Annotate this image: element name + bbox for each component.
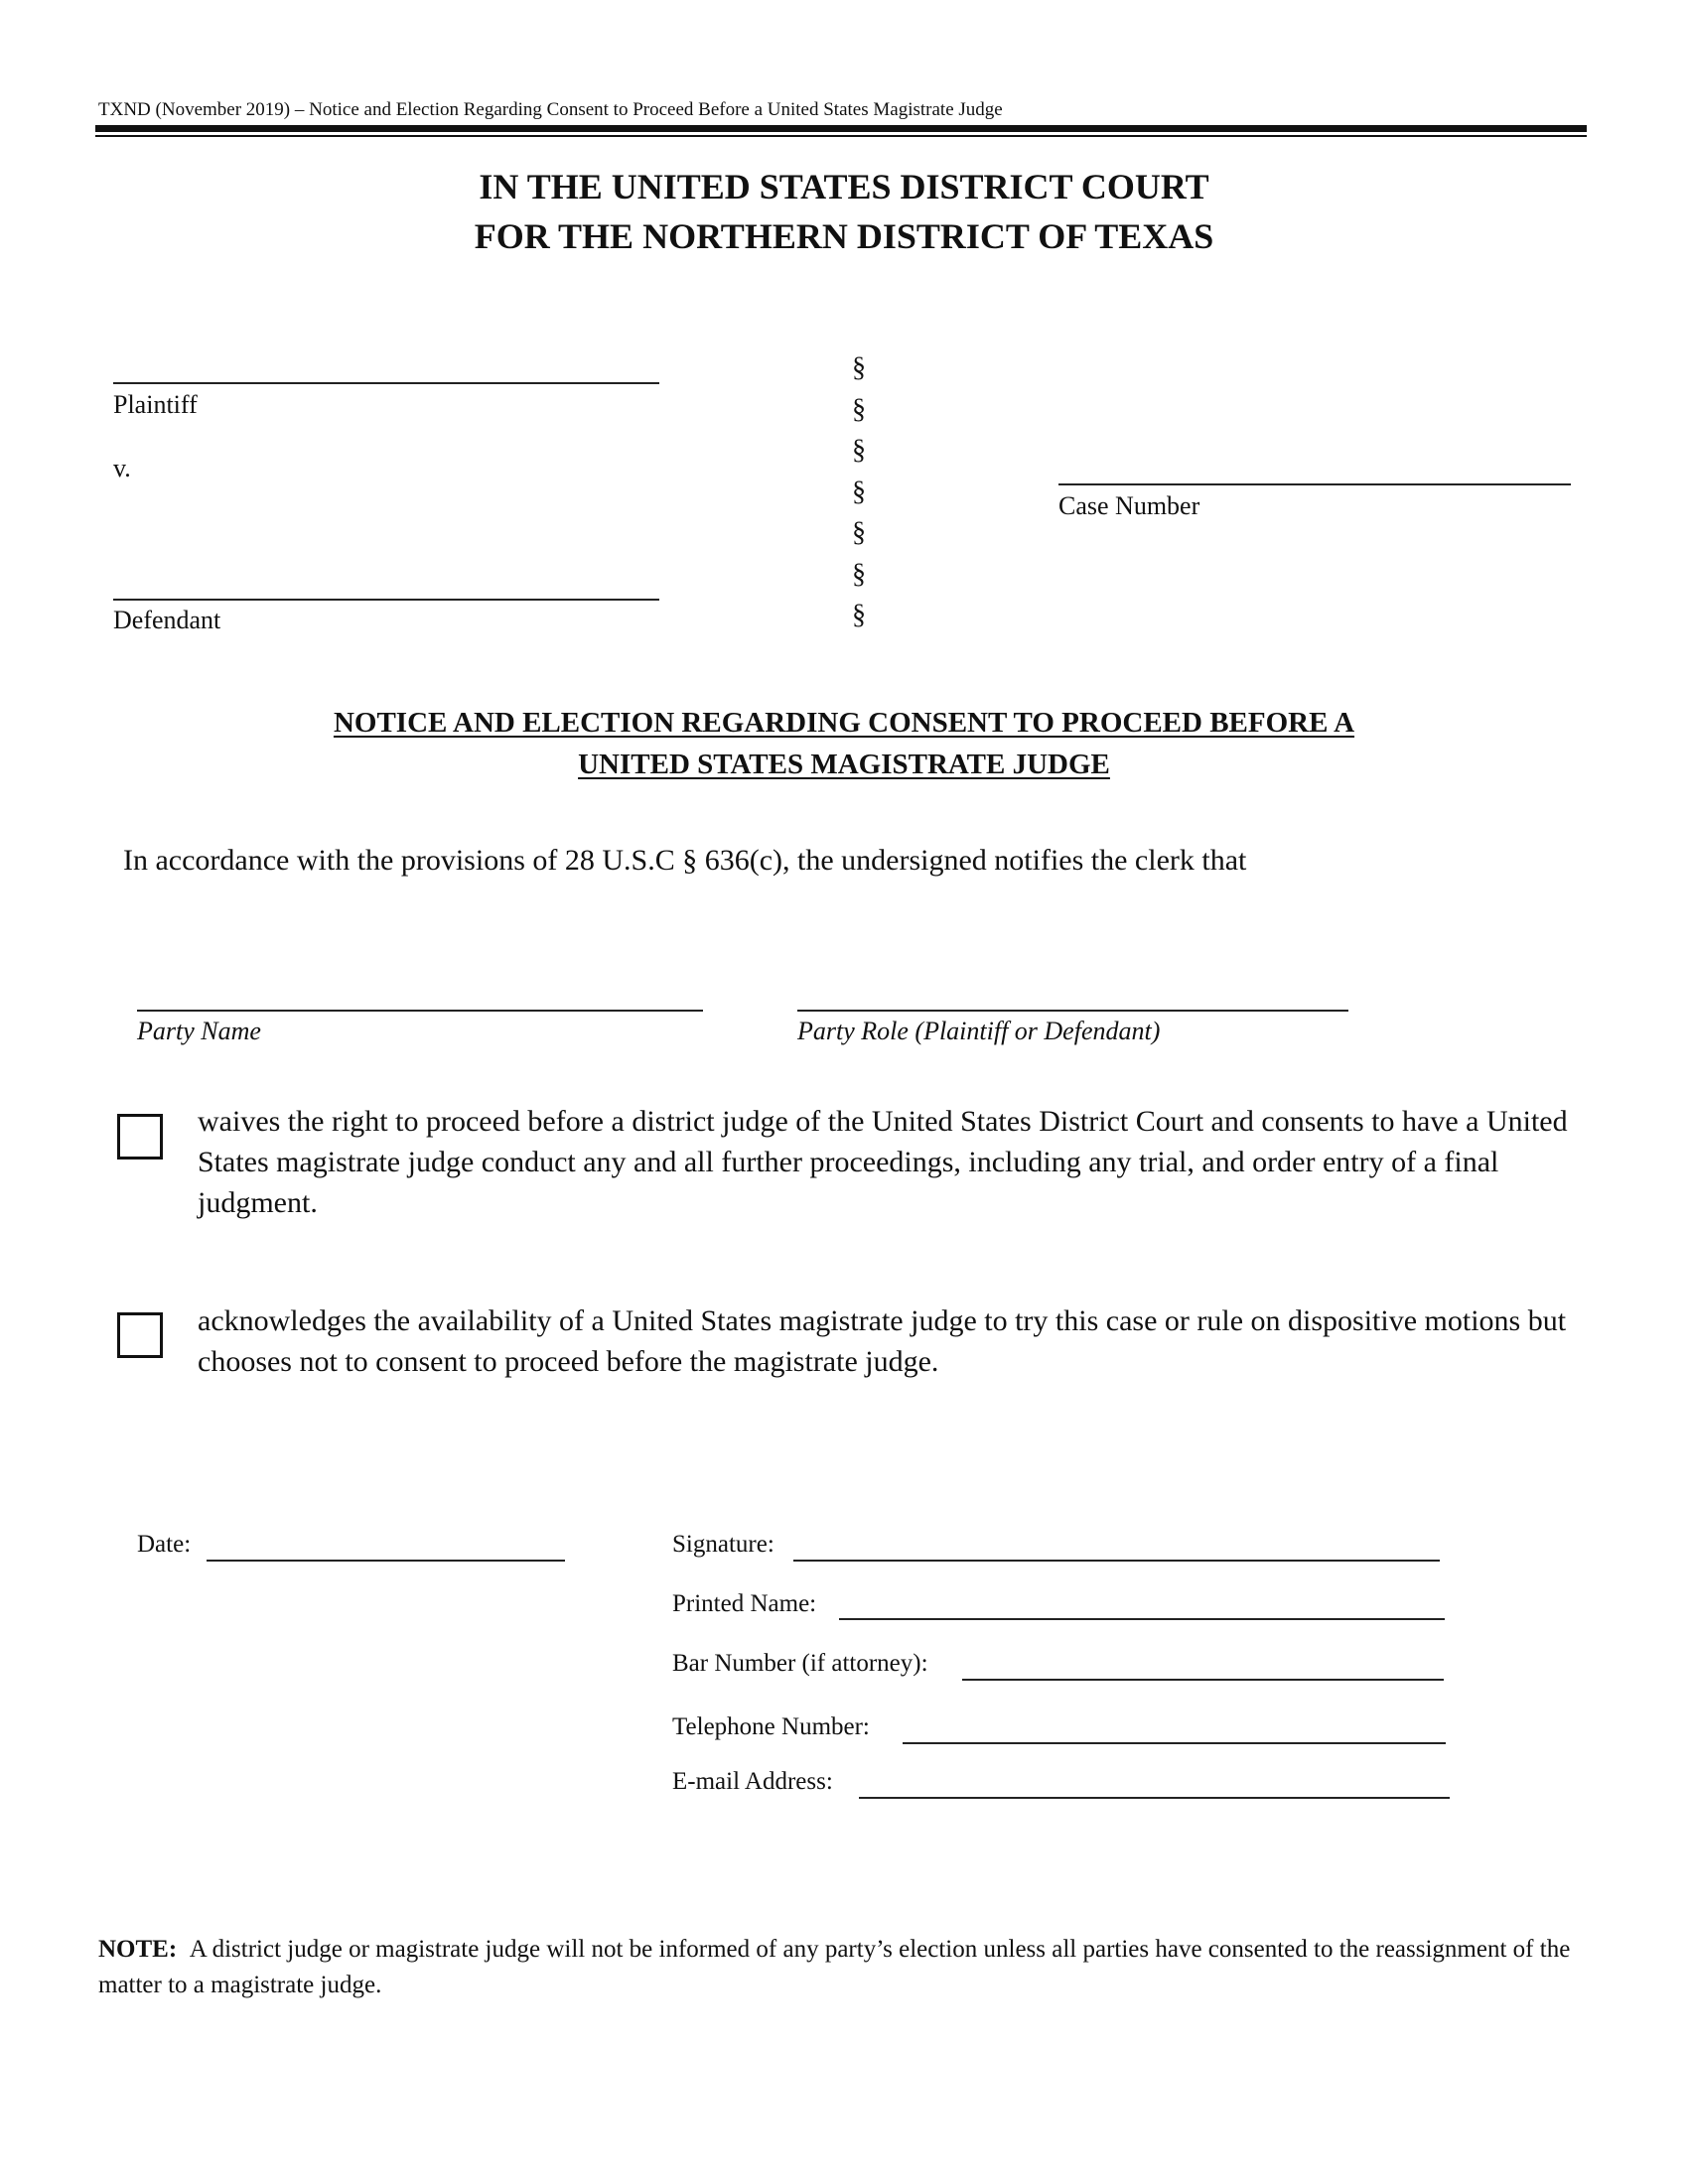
printed-name-label: Printed Name:: [672, 1590, 817, 1617]
header-rule: [95, 125, 1587, 132]
bar-number-label: Bar Number (if attorney):: [672, 1650, 928, 1677]
decline-text: acknowledges the availability of a United States magistrate judge to try this case or rule on dispositive motions but chooses not to consent to proceed before the magistrate judge.: [198, 1304, 1567, 1378]
telephone-line[interactable]: [903, 1742, 1446, 1744]
defendant-label: Defendant: [113, 606, 221, 634]
versus-label: v.: [113, 454, 131, 482]
note-text: A district judge or magistrate judge will not be informed of any party’s election unless all parties have consented to the reassignment of the matter to a magistrate judge.: [98, 1936, 1571, 1998]
plaintiff-line[interactable]: [113, 382, 659, 384]
notice-title-text-1: NOTICE AND ELECTION REGARDING CONSENT TO PROCEED BEFORE A: [333, 707, 1355, 739]
section-symbol: §: [852, 517, 866, 548]
section-symbol: §: [852, 352, 866, 383]
intro-text: In accordance with the provisions of 28 U.S.C § 636(c), the undersigned notifies the clerk that: [123, 844, 1247, 877]
party-name-line[interactable]: [137, 1010, 703, 1012]
email-label: E-mail Address:: [672, 1768, 833, 1795]
email-line[interactable]: [859, 1797, 1450, 1799]
party-name-label: Party Name: [137, 1017, 261, 1045]
party-role-label: Party Role (Plaintiff or Defendant): [797, 1017, 1161, 1045]
case-number-line[interactable]: [1058, 483, 1571, 485]
note-label: NOTE:: [98, 1936, 178, 1963]
section-symbol: §: [852, 558, 866, 590]
notice-title-line1: [0, 702, 1688, 744]
notice-title-text-2: UNITED STATES MAGISTRATE JUDGE: [578, 749, 1110, 780]
consent-text: waives the right to proceed before a district judge of the United States District Court and consents to have a United States magistrate judge conduct any and all further proceedings, including any trial, and order entry of a final judgment.: [198, 1105, 1568, 1219]
section-symbol: §: [852, 393, 866, 425]
signature-label: Signature:: [672, 1531, 774, 1558]
section-symbol: §: [852, 435, 866, 466]
section-symbol-column: [844, 347, 874, 636]
consent-checkbox[interactable]: [117, 1114, 163, 1160]
section-symbol: §: [852, 600, 866, 630]
notice-title-line2: [0, 744, 1688, 785]
party-role-line[interactable]: [797, 1010, 1348, 1012]
note-paragraph: [98, 1932, 1588, 2003]
signature-line[interactable]: [793, 1560, 1440, 1562]
form-identifier: TXND (November 2019) – Notice and Election Regarding Consent to Proceed Before a United States Magistrate Judge: [98, 99, 1003, 120]
printed-name-line[interactable]: [839, 1618, 1445, 1620]
section-symbol: §: [852, 476, 866, 507]
date-label: Date:: [137, 1531, 192, 1558]
telephone-label: Telephone Number:: [672, 1713, 870, 1740]
plaintiff-label: Plaintiff: [113, 390, 198, 419]
case-number-label: Case Number: [1058, 491, 1200, 520]
bar-number-line[interactable]: [962, 1679, 1444, 1681]
court-title-line1: IN THE UNITED STATES DISTRICT COURT: [479, 167, 1209, 206]
date-line[interactable]: [207, 1560, 565, 1562]
decline-checkbox[interactable]: [117, 1312, 163, 1358]
header-rule-thin: [95, 135, 1587, 137]
defendant-line[interactable]: [113, 599, 659, 601]
court-title-line2: FOR THE NORTHERN DISTRICT OF TEXAS: [474, 216, 1214, 256]
